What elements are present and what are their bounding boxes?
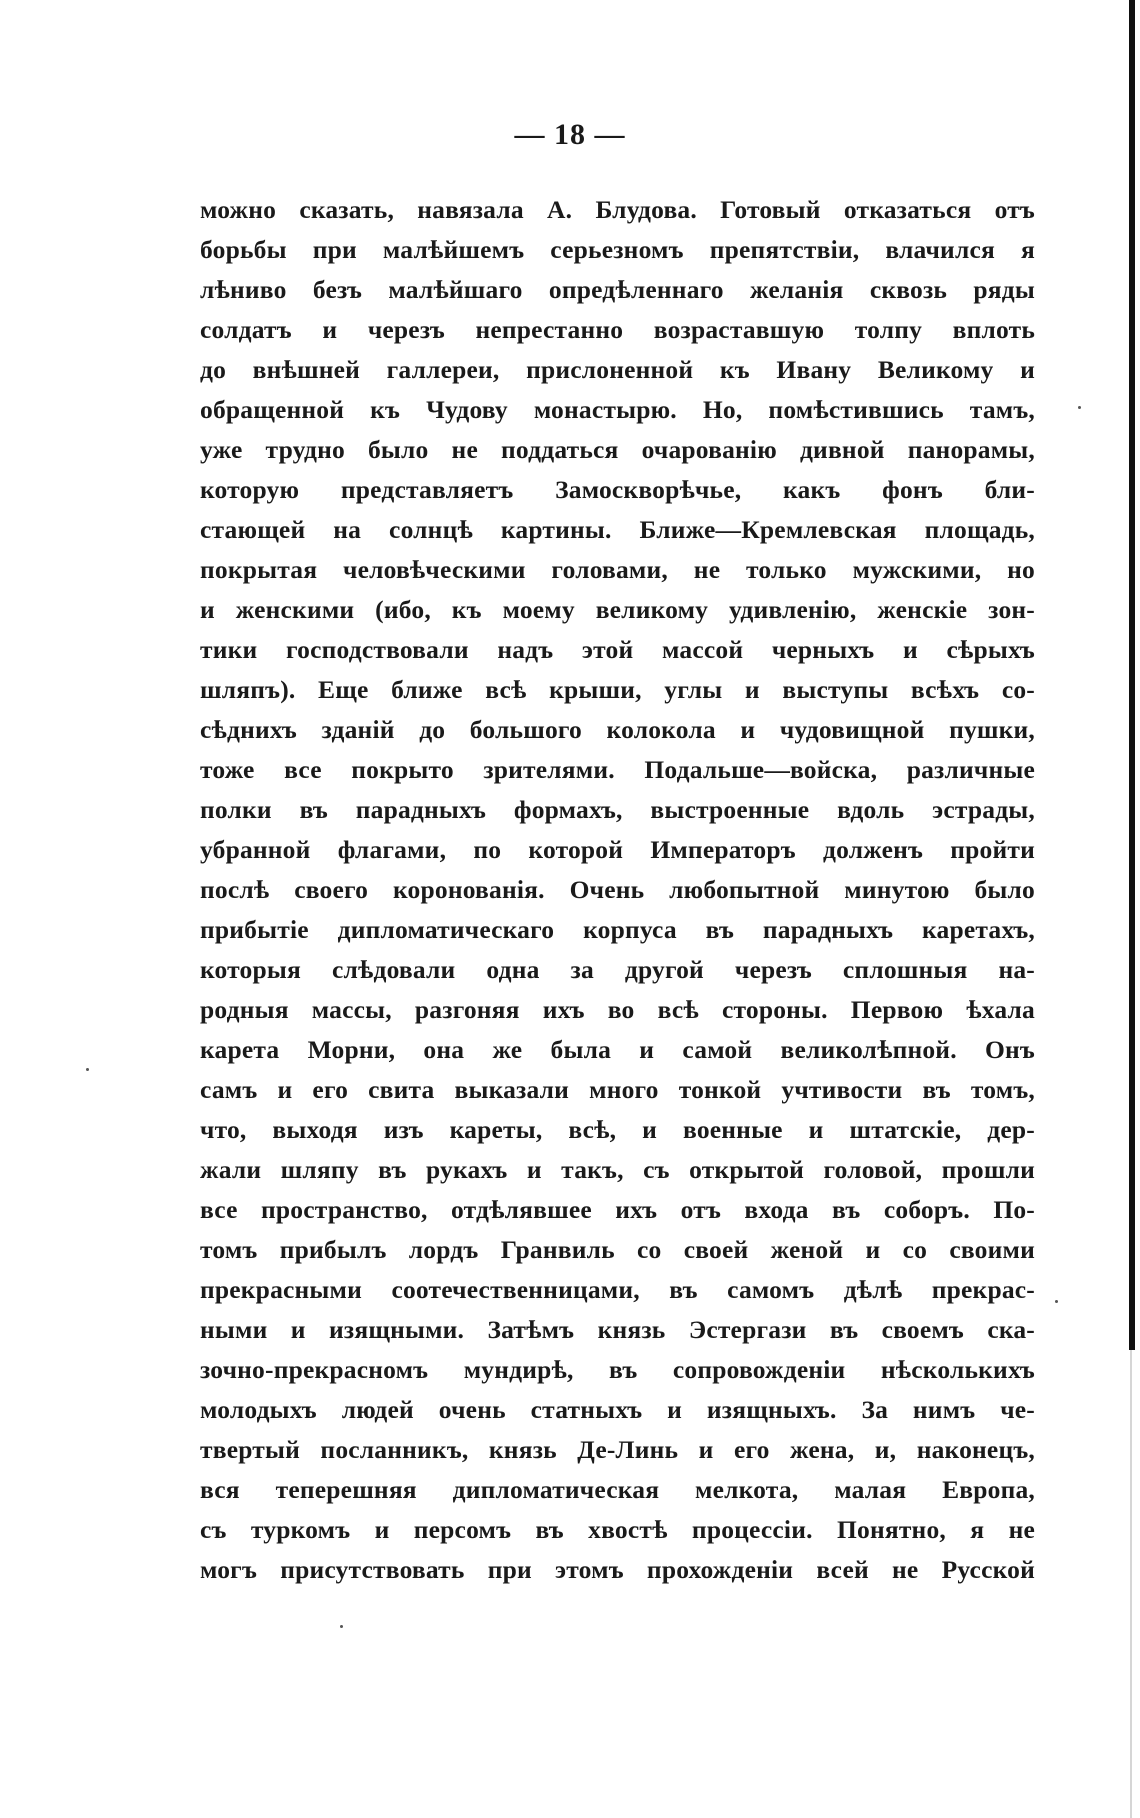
- text-line: шляпъ). Еще ближе всѣ крыши, углы и выступы всѣхъ со-: [200, 675, 1035, 704]
- text-line: которую представляетъ Замоскворѣчье, какъ фонъ бли-: [200, 475, 1035, 504]
- page-number: — 18 —: [514, 118, 626, 151]
- text-line: жали шляпу въ рукахъ и такъ, съ открытой головой, прошли: [200, 1155, 1035, 1184]
- text-line: тоже все покрыто зрителями. Подальше—войска, различные: [200, 755, 1035, 784]
- text-line: могъ присутствовать при этомъ прохожденіи всей не Русской: [200, 1555, 1035, 1584]
- scan-speck: [86, 1068, 89, 1071]
- text-line: родныя массы, разгоняя ихъ во всѣ стороны. Первою ѣхала: [200, 995, 1035, 1024]
- text-line: солдатъ и черезъ непрестанно возраставшую толпу вплоть: [200, 315, 1035, 344]
- scan-speck: [1078, 406, 1081, 409]
- text-line: карета Морни, она же была и самой великолѣпной. Онъ: [200, 1035, 1035, 1064]
- text-line: все пространство, отдѣлявшее ихъ отъ входа въ соборъ. По-: [200, 1195, 1035, 1224]
- text-line: вся теперешняя дипломатическая мелкота, малая Европа,: [200, 1475, 1035, 1504]
- text-line: съ туркомъ и персомъ въ хвостѣ процессіи. Понятно, я не: [200, 1515, 1035, 1544]
- text-line: сѣднихъ зданій до большого колокола и чудовищной пушки,: [200, 715, 1035, 744]
- scan-speck: [1055, 1300, 1058, 1303]
- text-line: послѣ своего коронованія. Очень любопытной минутою было: [200, 875, 1035, 904]
- text-line: стающей на солнцѣ картины. Ближе—Кремлевская площадь,: [200, 515, 1035, 544]
- text-line: молодыхъ людей очень статныхъ и изящныхъ. За нимъ че-: [200, 1395, 1035, 1424]
- text-line: самъ и его свита выказали много тонкой учтивости въ томъ,: [200, 1075, 1035, 1104]
- text-line: лѣниво безъ малѣйшаго опредѣленнаго желанія сквозь ряды: [200, 275, 1035, 304]
- text-line: зочно-прекрасномъ мундирѣ, въ сопровожденіи нѣсколькихъ: [200, 1355, 1035, 1384]
- text-line: ными и изящными. Затѣмъ князь Эстергази въ своемъ ска-: [200, 1315, 1035, 1344]
- text-line: томъ прибылъ лордъ Гранвиль со своей женой и со своими: [200, 1235, 1035, 1264]
- text-line: прибытіе дипломатическаго корпуса въ парадныхъ каретахъ,: [200, 915, 1035, 944]
- text-line: что, выходя изъ кареты, всѣ, и военные и штатскіе, дер-: [200, 1115, 1035, 1144]
- text-line: твертый посланникъ, князь Де-Линь и его жена, и, наконецъ,: [200, 1435, 1035, 1464]
- text-line: уже трудно было не поддаться очарованію дивной панорамы,: [200, 435, 1035, 464]
- text-line: борьбы при малѣйшемъ серьезномъ препятствіи, влачился я: [200, 235, 1035, 264]
- text-line: тики господствовали надъ этой массой черныхъ и сѣрыхъ: [200, 635, 1035, 664]
- text-line: до внѣшней галлереи, прислоненной къ Ивану Великому и: [200, 355, 1035, 384]
- text-line: можно сказать, навязала А. Блудова. Готовый отказаться отъ: [200, 195, 1035, 224]
- text-line: и женскими (ибо, къ моему великому удивленію, женскіе зон-: [200, 595, 1035, 624]
- scan-speck: [340, 1625, 343, 1628]
- page-edge-shadow: [1129, 0, 1135, 1350]
- text-line: прекрасными соотечественницами, въ самомъ дѣлѣ прекрас-: [200, 1275, 1035, 1304]
- text-line: которыя слѣдовали одна за другой черезъ сплошныя на-: [200, 955, 1035, 984]
- text-line: убранной флагами, по которой Императоръ долженъ пройти: [200, 835, 1035, 864]
- page-edge-shadow-faint: [1130, 1350, 1132, 1818]
- text-line: покрытая человѣческими головами, не только мужскими, но: [200, 555, 1035, 584]
- body-text: [200, 190, 1035, 1590]
- text-line: обращенной къ Чудову монастырю. Но, помѣстившись тамъ,: [200, 395, 1035, 424]
- text-line: полки въ парадныхъ формахъ, выстроенные вдоль эстрады,: [200, 795, 1035, 824]
